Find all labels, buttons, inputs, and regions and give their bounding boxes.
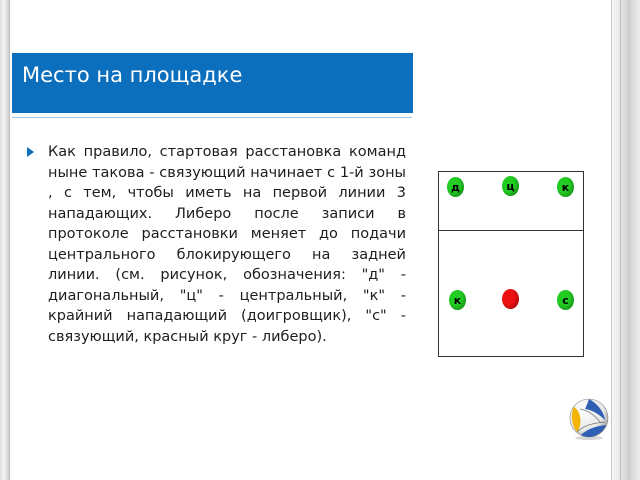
title-bar (12, 53, 413, 113)
slide-frame-right (611, 0, 640, 480)
player-libero (502, 289, 519, 309)
volleyball-icon (568, 398, 610, 440)
triangle-bullet-icon (27, 147, 34, 157)
player-outside-back: к (449, 290, 466, 310)
slide-frame-left (0, 0, 10, 480)
slide-title: Место на площадке (22, 63, 243, 87)
player-outside-front: к (557, 177, 574, 197)
body-text-block (30, 142, 406, 347)
court-attack-line (439, 230, 583, 231)
body-paragraph: Как правило, стартовая расстановка команд ныне такова - связующий начинает с 1-й зоны , с тем, чтобы иметь на первой линии 3 нападающих. Либеро после записи в протоколе расстановки меняет до подачи центрального блокирующего на задней линии. (см. рисунок, обозначения: "д" - диагональный, "ц" - центральный, "к" - крайний нападающий (доигровщик), "с" - связующий, красный круг - либеро). (48, 144, 406, 345)
player-setter: с (557, 290, 574, 310)
player-diagonal: д (447, 177, 464, 197)
title-divider (12, 117, 412, 118)
player-center: ц (502, 176, 519, 196)
volleyball-court-diagram (438, 171, 584, 357)
